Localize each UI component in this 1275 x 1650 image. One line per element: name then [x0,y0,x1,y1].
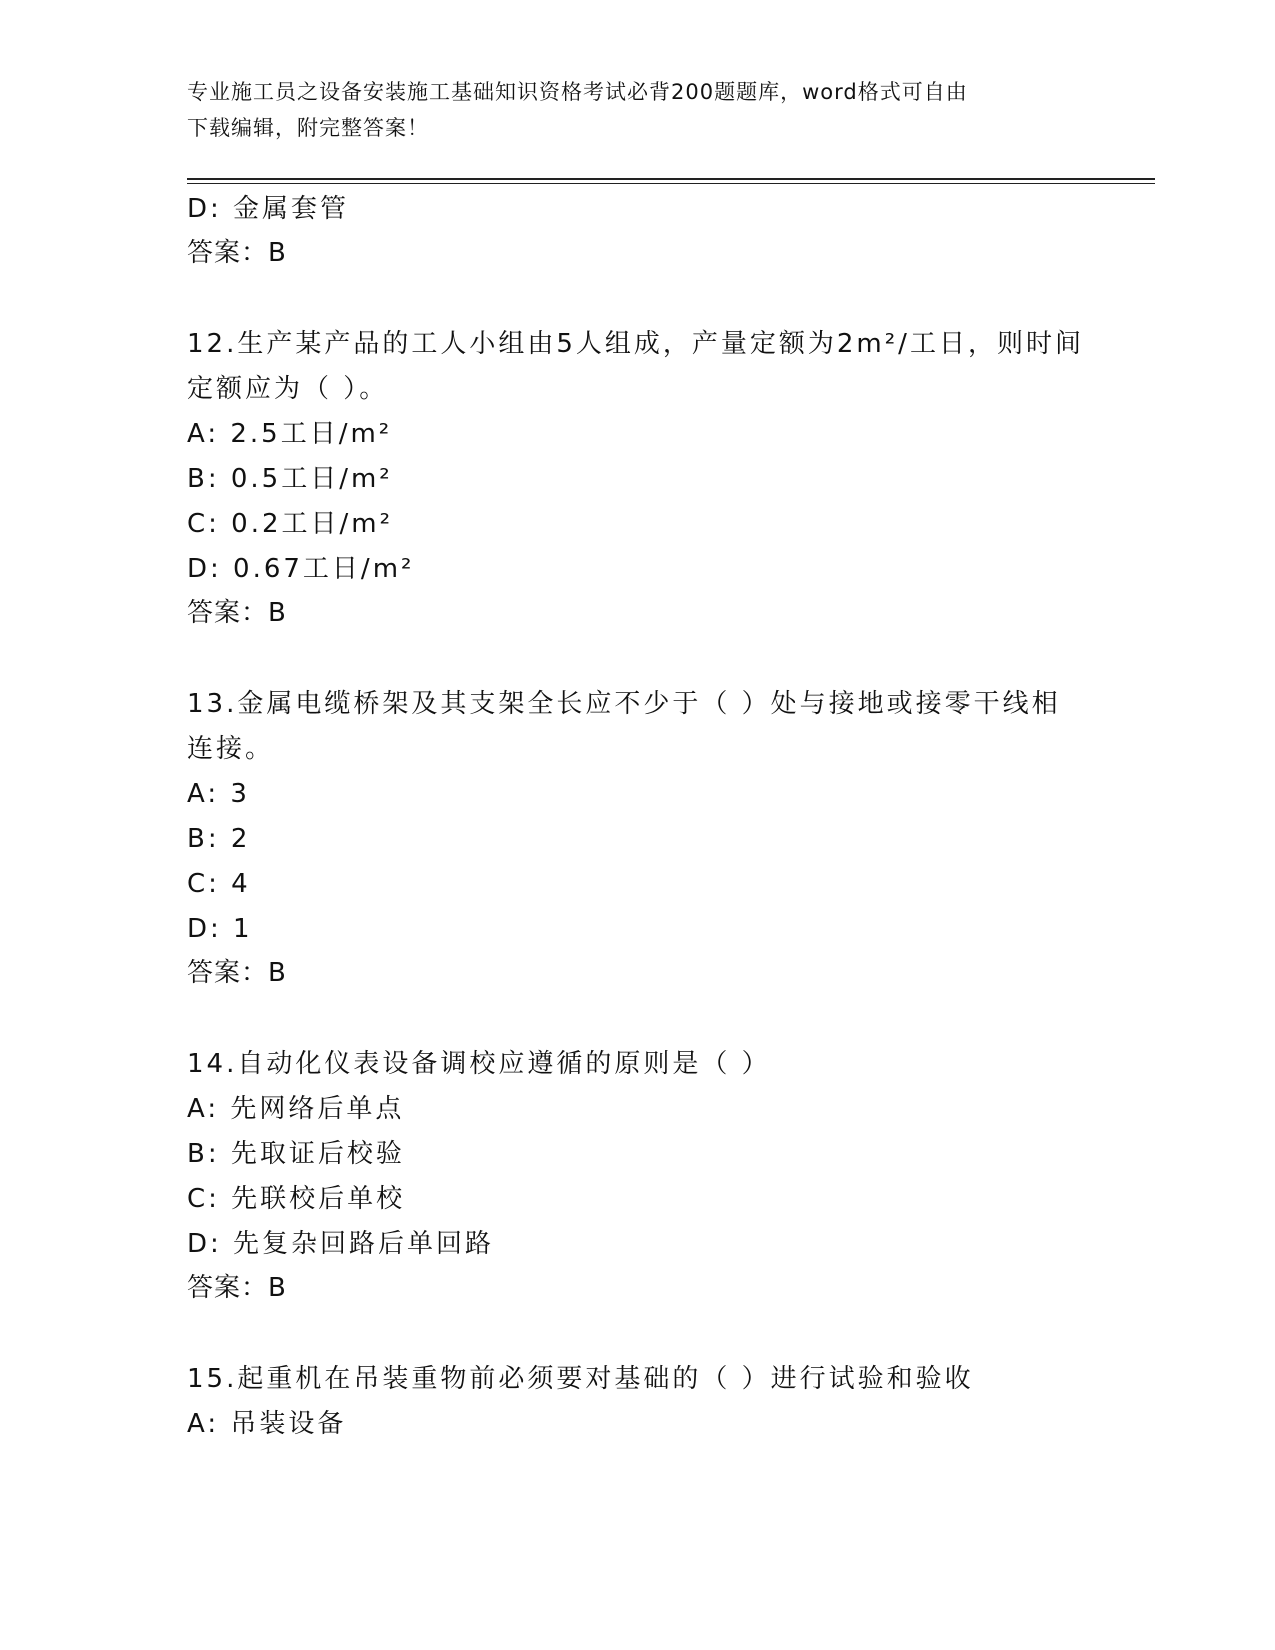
question-14-line-1: 14.自动化仪表设备调校应遵循的原则是（ ） [187,1049,771,1079]
option-a: A: 吊装设备 [187,1409,347,1439]
option-a: A: 先网络后单点 [187,1094,405,1124]
option-d: D: 金属套管 [187,194,350,224]
option-a: A: 2.5工日/m² [187,419,393,449]
option-d: D: 先复杂回路后单回路 [187,1229,495,1259]
document-header [187,74,1087,146]
header-rule-thin [187,183,1155,184]
option-c: C: 0.2工日/m² [187,509,394,539]
option-c: C: 4 [187,869,251,899]
option-d: D: 0.67工日/m² [187,554,415,584]
question-12-line-2: 定额应为（ ）。 [187,374,389,404]
option-b: B: 先取证后校验 [187,1139,405,1169]
answer: 答案：B [187,238,287,268]
question-15-line-1: 15.起重机在吊装重物前必须要对基础的（ ）进行试验和验收 [187,1364,974,1394]
option-c: C: 先联校后单校 [187,1184,406,1214]
answer: 答案：B [187,1273,287,1303]
question-13-line-1: 13.金属电缆桥架及其支架全长应不少于（ ）处与接地或接零干线相 [187,689,1061,719]
header-line-1: 专业施工员之设备安装施工基础知识资格考试必背200题题库，word格式可自由 [187,80,968,104]
answer: 答案：B [187,958,287,988]
header-line-2: 下载编辑，附完整答案！ [187,116,429,140]
option-a: A: 3 [187,779,250,809]
question-12-line-1: 12.生产某产品的工人小组由5人组成，产量定额为2m²/工日，则时间 [187,329,1084,359]
option-b: B: 2 [187,824,251,854]
option-b: B: 0.5工日/m² [187,464,393,494]
question-13-line-2: 连接。 [187,734,275,764]
header-rule-thick [187,178,1155,180]
answer: 答案：B [187,598,287,628]
option-d: D: 1 [187,914,253,944]
